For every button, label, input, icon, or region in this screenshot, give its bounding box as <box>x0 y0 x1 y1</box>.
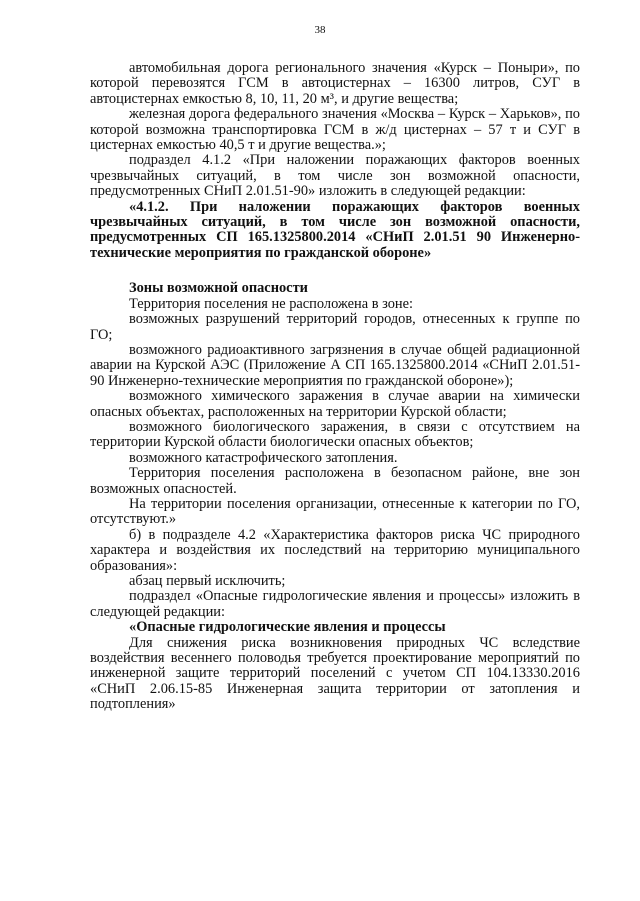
paragraph-hydrological-subsection-intro: подраздел «Опасные гидрологические явления и процессы» изложить в следующей редакции: <box>90 588 580 620</box>
paragraph-subsection-4-2: б) в подразделе 4.2 «Характеристика факторов риска ЧС природного характера и воздействия их последствий на территорию муниципального образования»: <box>90 526 580 574</box>
paragraph-road-kursk-ponyri: автомобильная дорога регионального значения «Курск – Поныри», по которой перевозятся ГСМ в автоцистернах – 16300 литров, СУГ в автоцистернах емкостью 8, 10, 11, 20 м³, и другие вещества; <box>90 60 580 107</box>
paragraph-no-go-organizations: На территории поселения организации, отнесенные к категории по ГО, отсутствуют.» <box>90 495 580 528</box>
paragraph-railway-moscow-kursk-kharkov: железная дорога федерального значения «Москва – Курск – Харьков», по которой возможна транспортировка ГСМ в ж/д цистернах – 57 т и СУГ в цистернах емкостью 40,5 т и другие вещества.»; <box>90 106 580 154</box>
paragraph-safe-area: Территория поселения расположена в безопасном районе, вне зон возможных опасностей. <box>90 465 580 497</box>
document-body <box>90 61 580 713</box>
page-number: 38 <box>314 24 326 36</box>
heading-hydrological-phenomena: «Опасные гидрологические явления и процессы <box>129 619 446 636</box>
paragraph-biological-zone: возможного биологического заражения, в связи с отсутствием на территории Курской области биологически опасных объектов; <box>90 418 580 451</box>
paragraph-territory-not-in-zone: Территория поселения не расположена в зоне: <box>129 295 414 312</box>
paragraph-flooding-zone: возможного катастрофического затопления. <box>129 449 398 466</box>
section-heading-4-1-2: «4.1.2. При наложении поражающих факторов военных чрезвычайных ситуаций, в том числе зон возможной опасности, предусмотренных СП 165.1325800.2014 «СНиП 2.01.51 90 Инженерно-технические мероприятия по гражданской обороне» <box>90 198 580 261</box>
paragraph-subsection-4-1-2-intro: подраздел 4.1.2 «При наложении поражающих факторов военных чрезвычайных ситуаций, в том числе зон возможной опасности, предусмотренных СНиП 2.01.51-90» изложить в следующей редакции: <box>90 152 580 200</box>
paragraph-radioactive-zone: возможного радиоактивного загрязнения в случае общей радиационной аварии на Курской АЭС (Приложение А СП 165.1325800.2014 «СНиП 2.01.51-90 Инженерно-технические мероприятия по гражданской обороне»); <box>90 341 580 389</box>
paragraph-destruction-zone: возможных разрушений территорий городов, отнесенных к группе по ГО; <box>90 311 580 343</box>
paragraph-flood-risk-reduction: Для снижения риска возникновения природных ЧС вследствие воздействия весеннего половодья требуется проектирование мероприятий по инженерной защите территорий поселений с учетом СП 104.13330.2016 «СНиП 2.06.15-85 Инженерная защита территории от затопления и подтопления» <box>90 634 580 713</box>
paragraph-first-abzats-excluded: абзац первый исключить; <box>129 573 286 589</box>
paragraph-chemical-zone: возможного химического заражения в случае аварии на химически опасных объектах, расположенных на территории Курской области; <box>90 388 580 420</box>
heading-danger-zones: Зоны возможной опасности <box>129 280 308 297</box>
